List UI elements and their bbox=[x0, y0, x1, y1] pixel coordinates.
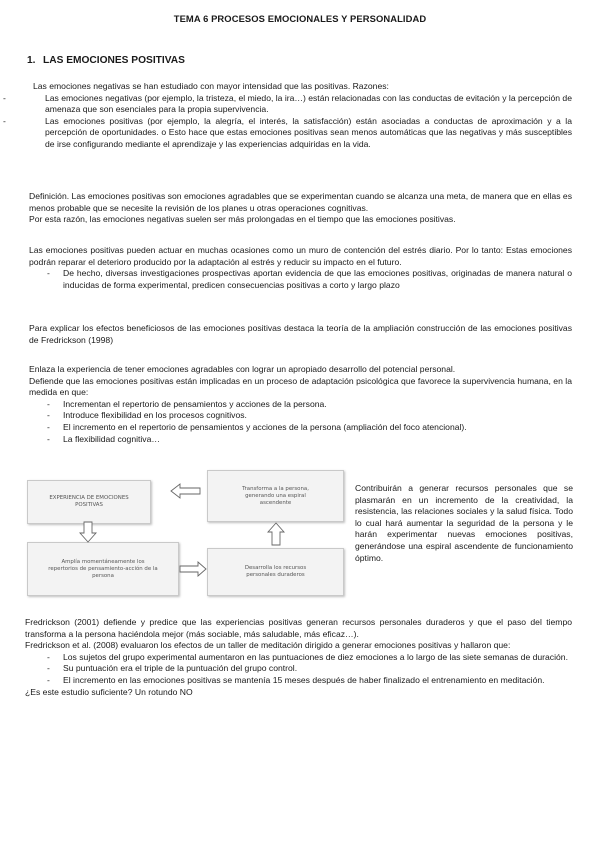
list-item: - Introduce flexibilidad en los procesos cognitivos. bbox=[29, 410, 572, 422]
list-item: - Incrementan el repertorio de pensamientos y acciones de la persona. bbox=[29, 399, 572, 411]
section-number: 1. bbox=[27, 55, 36, 66]
study-results-list bbox=[29, 652, 572, 687]
definition-block bbox=[29, 191, 572, 226]
box-experience bbox=[27, 480, 151, 524]
link-list bbox=[29, 399, 572, 445]
list-item: - Las emociones positivas (por ejemplo, la alegría, el interés, la satisfacción) están asociadas a conductas de aproximación y a la percepción de oportunidades. o Esto hace que estas emociones positivas sean menos automáticas que las negativas y más susceptibles de irse configurando mediante el aprendizaje y las experiencias adquiridas en la vida. bbox=[29, 116, 572, 151]
list-item: - De hecho, diversas investigaciones prospectivas aportan evidencia de que las emociones positivas, originadas de manera natural o inducidas de forma experimental, predicen consecuencias positivas a corto y largo plazo bbox=[29, 268, 572, 291]
box-recursos bbox=[207, 548, 344, 596]
definition-paragraph: Definición. Las emociones positivas son emociones agradables que se experimentan cuando se alcanza una meta, de manera que en ellas es menos probable que se necesite la revisión de los planes u otras operaciones cognitivas. bbox=[29, 191, 572, 213]
fredrickson-2001-paragraph: Fredrickson (2001) defiende y predice que las experiencias positivas generan recursos personales duraderos y que el paso del tiempo transforma a la persona haciéndola mejor (más sociable, más saludable, más eficaz…). bbox=[25, 617, 572, 639]
box-amplia-label: Amplía momentáneamente los repertorios de pensamiento-acción de la persona bbox=[48, 558, 158, 579]
arrow-down-icon bbox=[79, 521, 97, 543]
section-heading bbox=[27, 55, 185, 67]
closing-question: ¿Es este estudio suficiente? Un rotundo NO bbox=[25, 686, 193, 697]
stress-paragraph: Las emociones positivas pueden actuar en muchas ocasiones como un muro de contención del estrés diario. Por lo tanto: Estas emociones podrán reparar el deterioro producido por la adaptación al estrés y reducir su impacto en el futuro. bbox=[29, 245, 572, 267]
fredrickson-2008-paragraph: Fredrickson et al. (2008) evaluaron los efectos de un taller de meditación dirigido a generar emociones positivas y hallaron que: bbox=[25, 640, 511, 651]
box-transform bbox=[207, 470, 344, 522]
link-paragraph: Enlaza la experiencia de tener emociones agradables con lograr un apropiado desarrollo del potencial personal. bbox=[29, 364, 456, 374]
stress-list bbox=[29, 268, 572, 291]
list-item: - Las emociones negativas (por ejemplo, la tristeza, el miedo, la ira…) están relacionadas con las conductas de evitación y la percepción de amenaza que son esenciales para la propia supervivencia. bbox=[29, 93, 572, 116]
list-item: - El incremento en el repertorio de pensamientos y acciones de la persona (ampliación del foco atencional). bbox=[29, 422, 572, 434]
list-item: - Los sujetos del grupo experimental aumentaron en las puntuaciones de diez emociones a lo largo de las siete semanas de duración. bbox=[29, 652, 572, 664]
intro-block bbox=[33, 81, 572, 151]
arrow-up-icon bbox=[267, 522, 285, 546]
arrow-right-icon bbox=[179, 560, 207, 578]
reasons-list bbox=[33, 93, 572, 151]
diagram-explanation: Contribuirán a generar recursos personales que se plasmarán en un incremento de la creatividad, la resistencia, las relaciones sociales y la salud física. Todo lo cual hará aumentar la seguridad de la persona y le harán experimentar nuevas emociones positivas, generándose una espiral ascendente de funcionamiento óptimo. bbox=[355, 483, 573, 563]
list-item: - El incremento en las emociones positivas se mantenía 15 meses después de haber finalizado el entrenamiento en meditación. bbox=[29, 675, 572, 687]
theory-paragraph: Para explicar los efectos beneficiosos de las emociones positivas destaca la teoría de la ampliación construcción de las emociones positivas de Fredrickson (1998) bbox=[29, 323, 572, 345]
box-experience-label: EXPERIENCIA DE EMOCIONES POSITIVAS bbox=[49, 495, 129, 508]
studies-block bbox=[25, 617, 572, 698]
arrow-left-icon bbox=[170, 482, 202, 500]
link-paragraph: Defiende que las emociones positivas están implicadas en un proceso de adaptación psicológica que favorece la supervivencia humana, en la medida en que: bbox=[29, 375, 572, 398]
list-item: - La flexibilidad cognitiva… bbox=[29, 434, 572, 446]
box-amplia bbox=[27, 542, 179, 596]
document-title: TEMA 6 PROCESOS EMOCIONALES Y PERSONALIDAD bbox=[173, 13, 427, 24]
link-block bbox=[29, 364, 572, 445]
stress-block bbox=[29, 245, 572, 291]
intro-paragraph: Las emociones negativas se han estudiado con mayor intensidad que las positivas. Razones: bbox=[33, 81, 389, 91]
section-title: LAS EMOCIONES POSITIVAS bbox=[43, 55, 185, 66]
broaden-build-diagram bbox=[27, 470, 349, 598]
definition-paragraph: Por esta razón, las emociones negativas suelen ser más prolongadas en el tiempo que las emociones positivas. bbox=[29, 214, 456, 225]
box-recursos-label: Desarrolla los recursos personales duraderos bbox=[244, 565, 307, 578]
box-transform-label: Transforma a la persona, generando una espiral ascendente bbox=[242, 485, 309, 506]
theory-block bbox=[29, 323, 572, 346]
list-item: - Su puntuación era el triple de la puntuación del grupo control. bbox=[29, 663, 572, 675]
